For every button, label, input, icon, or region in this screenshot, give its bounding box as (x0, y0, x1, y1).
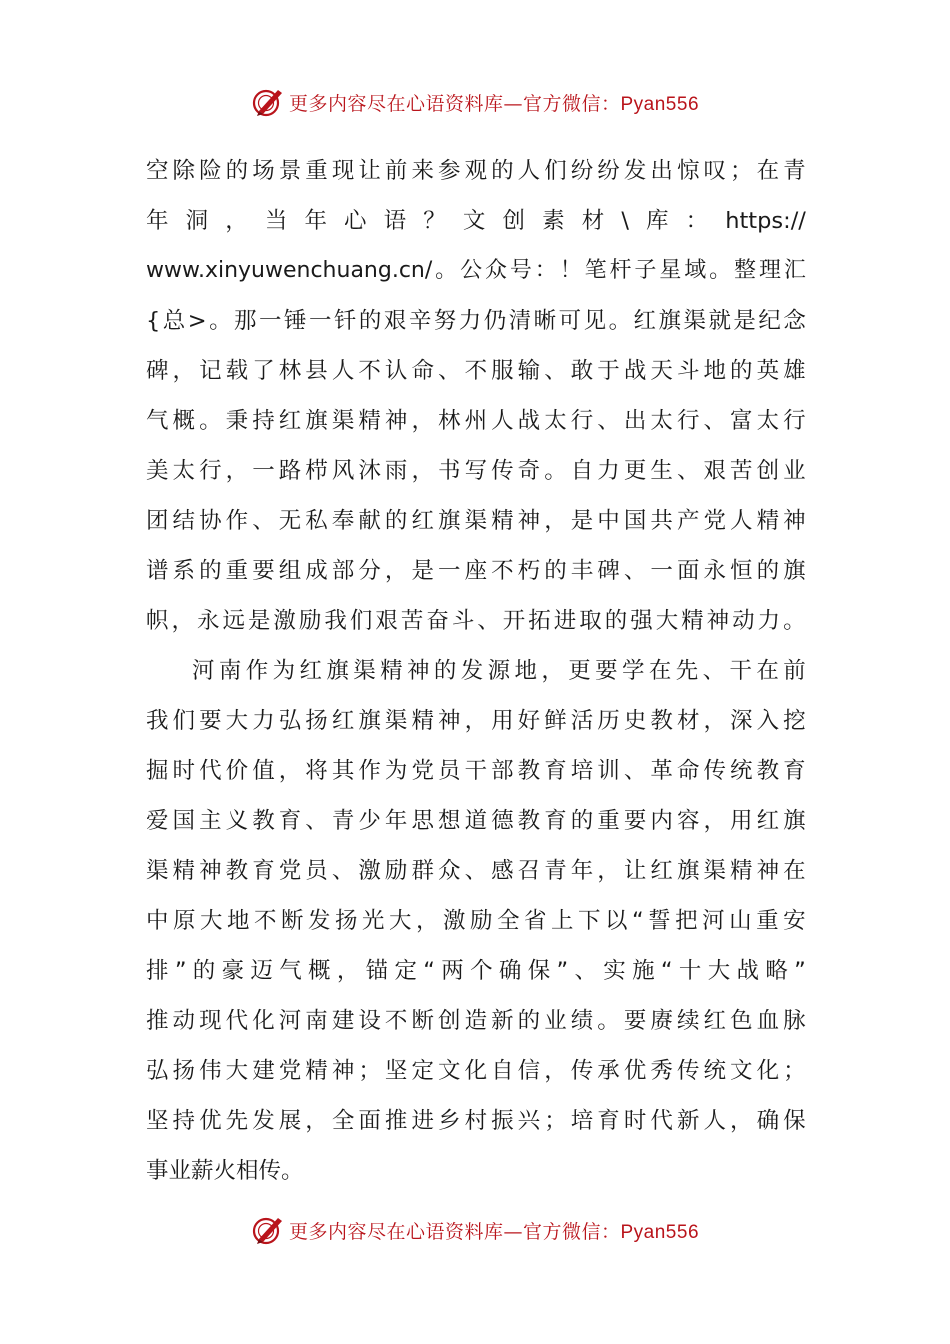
text-line: 帜 ， 永 远 是 激 励 我 们 艰 苦 奋 斗 、 开 拓 进 取 的 强 大 精 神 动 力 。 (146, 608, 806, 634)
text-line: 中 原 大 地 不 断 发 扬 光 大 ， 激 励 全 省 上 下 以 “ 誓 把 河 山 重 安 (146, 908, 806, 934)
document-body (146, 146, 806, 1196)
text-line: 谱 系 的 重 要 组 成 部 分 ， 是 一 座 不 朽 的 丰 碑 、 一 面 永 恒 的 旗 (146, 558, 806, 584)
text-line: 事业薪火相传。 (146, 1158, 304, 1184)
paragraph (146, 146, 806, 646)
text-line: 坚 持 优 先 发 展 ， 全 面 推 进 乡 村 振 兴 ； 培 育 时 代 新 人 ， 确 保 (146, 1108, 806, 1134)
text-line: www.xinyuwenchuang.cn/ 。 公 众 号 ： ！ 笔 杆 子 星 域 。 整 理 汇 (146, 258, 806, 283)
text-line: 我 们 要 大 力 弘 扬 红 旗 渠 精 神 ， 用 好 鲜 活 历 史 教 材 ， 深 入 挖 (146, 708, 806, 734)
text-line: 气 概 。 秉 持 红 旗 渠 精 神 ， 林 州 人 战 太 行 、 出 太 行 、 富 太 行 (146, 408, 806, 434)
banner-text: 更多内容尽在心语资料库—官方微信：Pyan556 (288, 1220, 700, 1243)
text-line: 渠 精 神 教 育 党 员 、 激 励 群 众 、 感 召 青 年 ， 让 红 旗 渠 精 神 在 (146, 858, 806, 884)
text-line: 碑 ， 记 载 了 林 县 人 不 认 命 、 不 服 输 、 敢 于 战 天 斗 地 的 英 雄 (146, 358, 806, 384)
text-line: 河 南 作 为 红 旗 渠 精 神 的 发 源 地 ， 更 要 学 在 先 、 干 在 前 (192, 658, 806, 684)
text-line: 推 动 现 代 化 河 南 建 设 不 断 创 造 新 的 业 绩 。 要 赓 续 红 色 血 脉 (146, 1008, 806, 1034)
text-line: 排 ” 的 豪 迈 气 概 ， 锚 定 “ 两 个 确 保 ” 、 实 施 “ 十 大 战 略 ” (146, 958, 806, 984)
footer-banner (0, 1210, 950, 1250)
banner-text: 更多内容尽在心语资料库—官方微信：Pyan556 (288, 92, 700, 115)
paragraph (146, 646, 806, 1196)
header-banner (0, 82, 950, 122)
text-line: { 总 > 。 那 一 锤 一 钎 的 艰 辛 努 力 仍 清 晰 可 见 。 红 旗 渠 就 是 纪 念 (146, 308, 806, 334)
text-line: 掘 时 代 价 值 ， 将 其 作 为 党 员 干 部 教 育 培 训 、 革 命 传 统 教 育 (146, 758, 806, 784)
text-line: 弘 扬 伟 大 建 党 精 神 ； 坚 定 文 化 自 信 ， 传 承 优 秀 传 统 文 化 ； (146, 1058, 806, 1084)
text-line: 空 除 险 的 场 景 重 现 让 前 来 参 观 的 人 们 纷 纷 发 出 惊 叹 ； 在 青 (146, 158, 806, 184)
text-line: 团 结 协 作 、 无 私 奉 献 的 红 旗 渠 精 神 ， 是 中 国 共 产 党 人 精 神 (146, 508, 806, 534)
text-line: 美 太 行 ， 一 路 栉 风 沐 雨 ， 书 写 传 奇 。 自 力 更 生 、 艰 苦 创 业 (146, 458, 806, 484)
text-line: 爱 国 主 义 教 育 、 青 少 年 思 想 道 德 教 育 的 重 要 内 容 ， 用 红 旗 (146, 808, 806, 834)
pen-logo-icon (251, 85, 285, 119)
text-line: 年 洞 ， 当 年 心 语 ？ 文 创 素 材 \ 库 ： https:// (146, 208, 806, 234)
pen-logo-icon (251, 1213, 285, 1247)
